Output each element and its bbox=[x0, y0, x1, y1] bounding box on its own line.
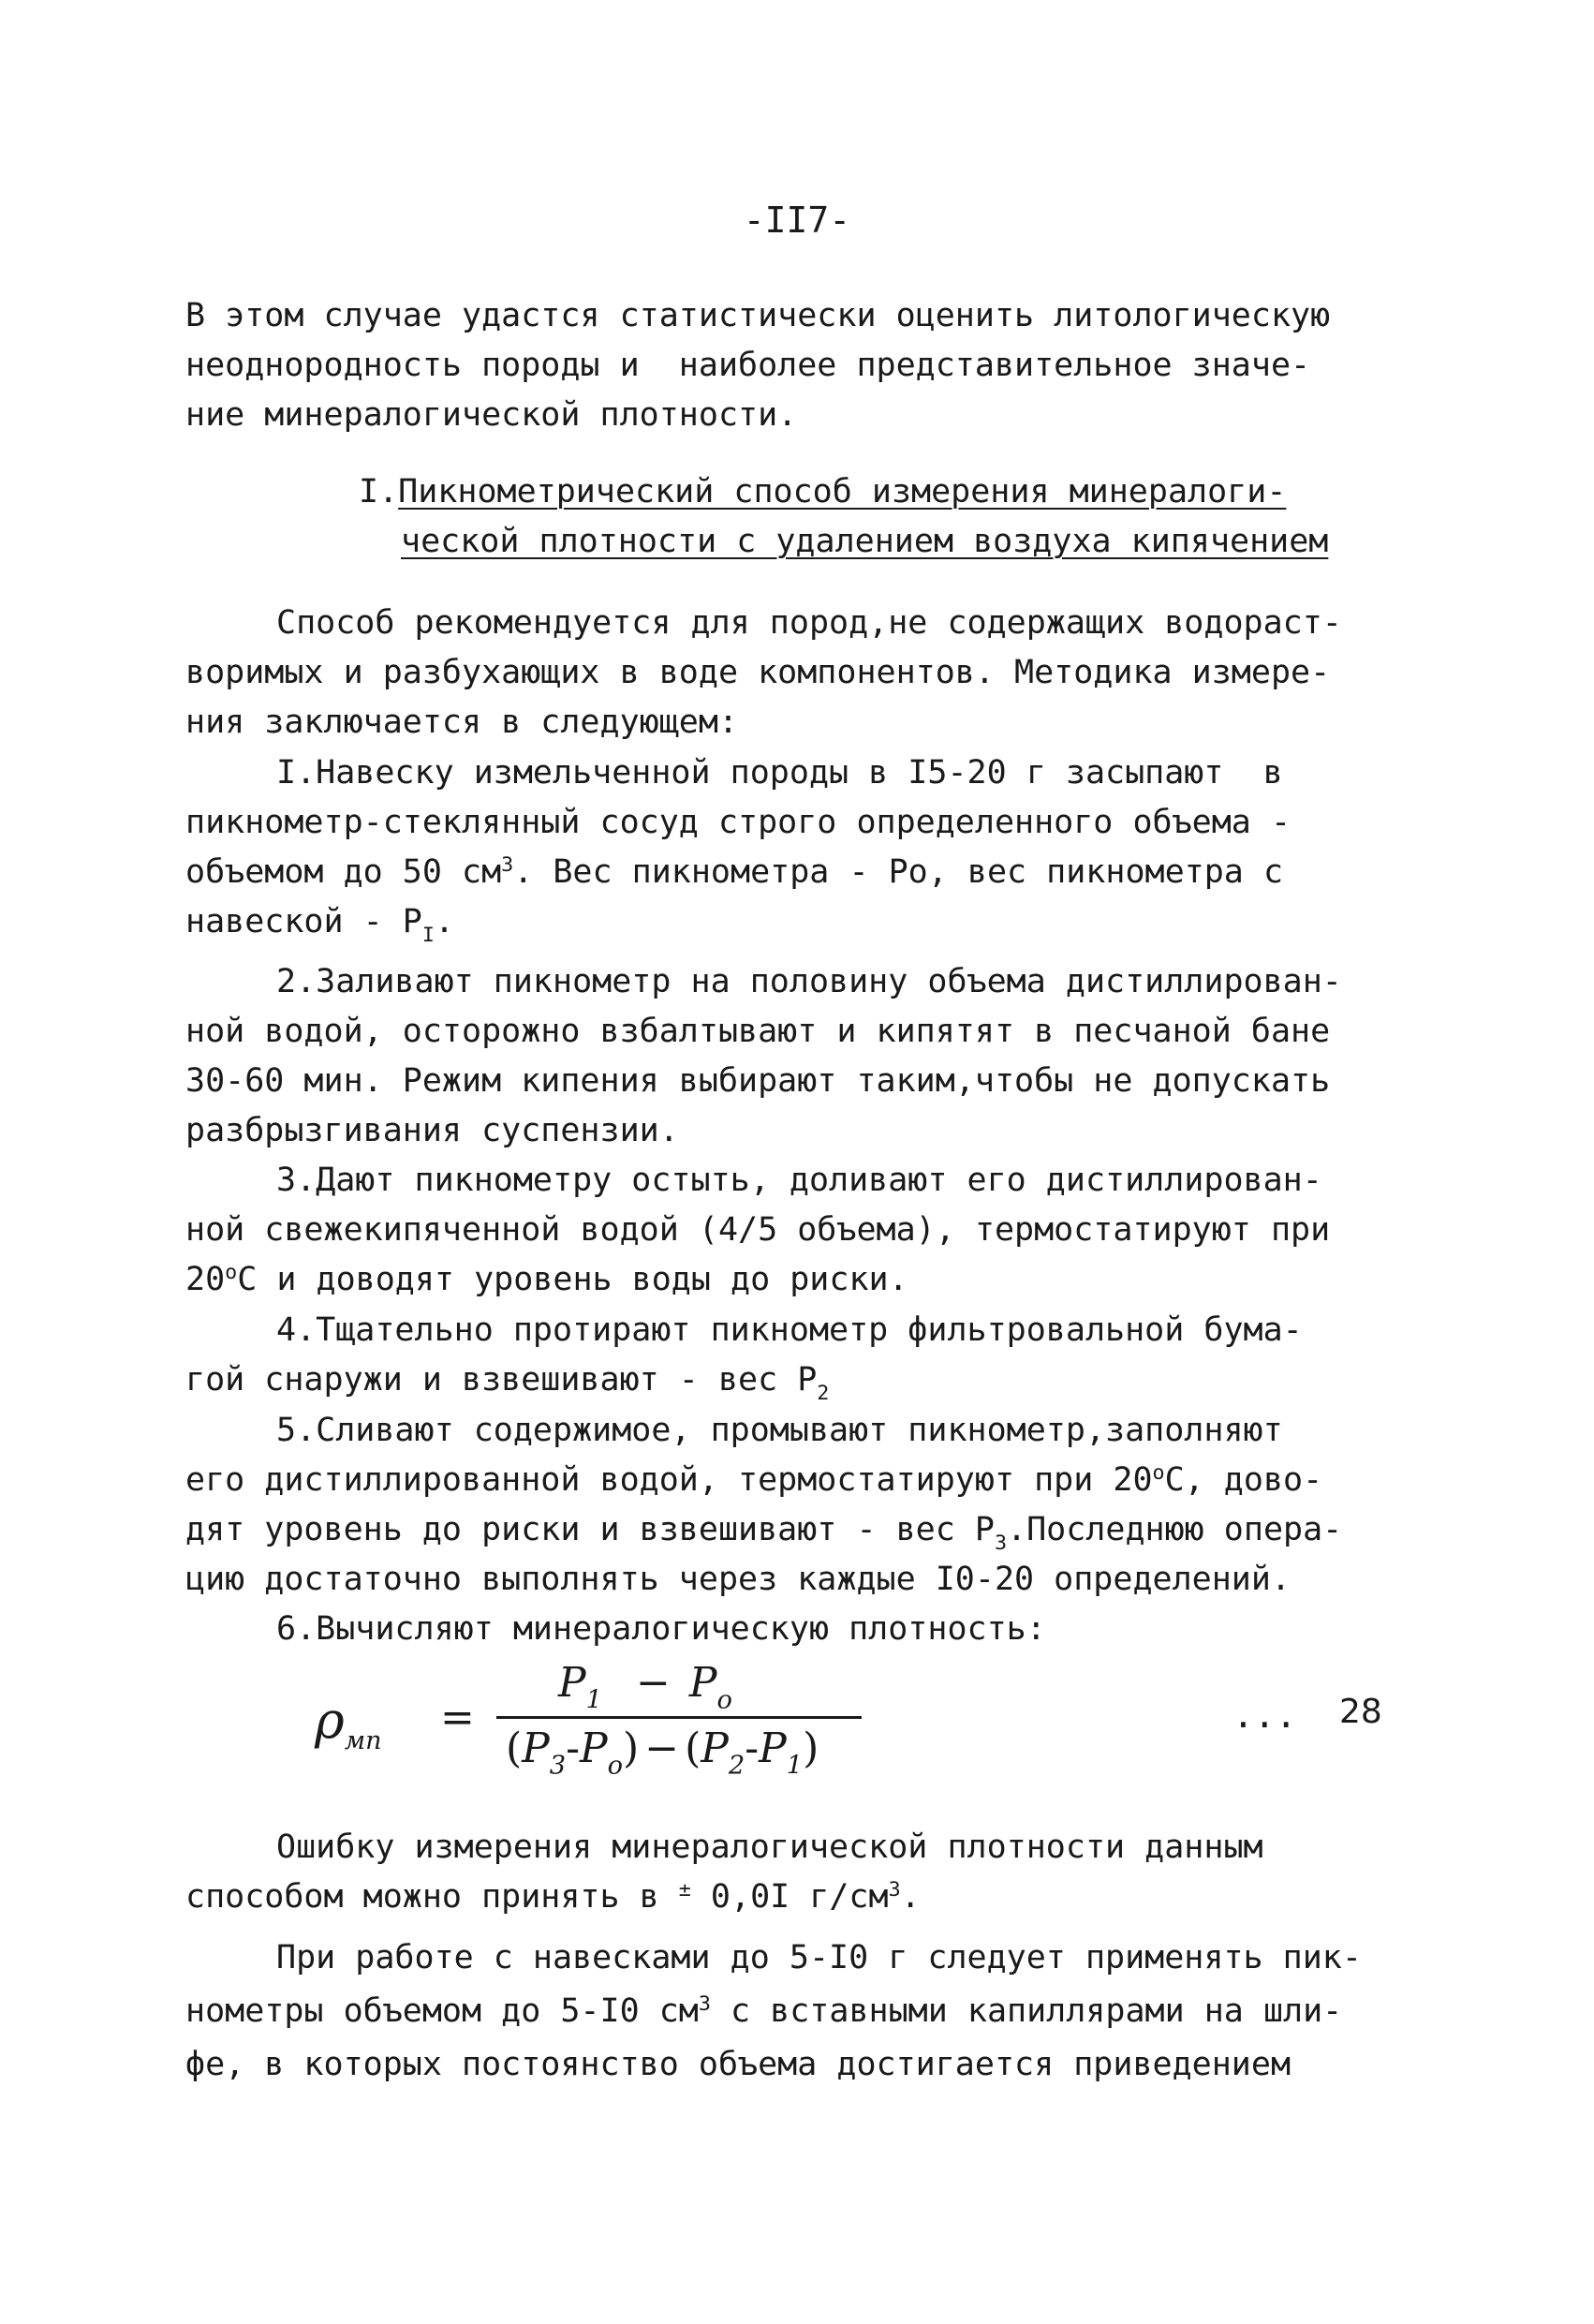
text-line: 30-60 мин. Режим кипения выбирают таким,чтобы не допускать bbox=[185, 1062, 1331, 1100]
text-line: воримых и разбухающих в воде компонентов. Методика измере- bbox=[185, 654, 1331, 691]
text-line: дят уровень до риски и взвешивают - вес $Р_3.Последнюю$ опера- bbox=[185, 1511, 1343, 1555]
page-number: -II7- bbox=[743, 200, 851, 241]
text-line: При работе с навесками до 5-I0 г следует применять пик- bbox=[276, 1939, 1362, 1976]
heading-number: I. bbox=[359, 473, 399, 511]
formula-denominator: $(P_3-P_o) - (P_2-P_1)$ bbox=[506, 1724, 819, 1781]
formula-equals: = bbox=[440, 1694, 475, 1741]
text-line: 2.Заливают пикнометр на половину объема дистиллирован- bbox=[276, 963, 1342, 1000]
text-line: 3.Дают пикнометру остыть, доливают его дистиллирован- bbox=[276, 1162, 1322, 1199]
text-line: I.Навеску измельченной породы в I5-20 г засыпают в bbox=[276, 754, 1283, 792]
text-line: разбрызгивания суспензии. bbox=[185, 1112, 679, 1149]
text-line: неоднородность породы и наиболее представительное значе- bbox=[185, 347, 1311, 384]
text-line: объемом до 50 $см^3$. Вес пикнометра - Ро, вес пикнометра с bbox=[185, 853, 1284, 891]
text-line: 6.Вычисляют минералогическую плотность: bbox=[276, 1610, 1046, 1648]
text-line: способом можно принять в ± 0,0I $г/см^3$. bbox=[185, 1878, 921, 1916]
formula-lhs: $\rho_{мп}$ bbox=[315, 1691, 382, 1756]
fraction-bar bbox=[496, 1716, 862, 1719]
text-line: цию достаточно выполнять через каждые I0-20 определений. bbox=[185, 1561, 1291, 1598]
text-line: нометры объемом до 5-I0 $см^3$ с вставными капиллярами на шли- bbox=[185, 1992, 1343, 2030]
formula-dots: ... bbox=[1232, 1695, 1297, 1736]
formula-number: 28 bbox=[1339, 1693, 1382, 1731]
heading-text: Пикнометрический способ измерения минералоги- bbox=[398, 473, 1287, 511]
text-line: ной свежекипяченной водой (4/5 объема), термостатируют при bbox=[185, 1211, 1331, 1249]
text-line: $20^оС$ и доводят уровень воды до риски. bbox=[185, 1261, 908, 1298]
heading-line bbox=[359, 473, 1287, 511]
text-line: Ошибку измерения минералогической плотности данным bbox=[276, 1828, 1263, 1866]
text-line: ной водой, осторожно взбалтывают и кипятят в песчаной бане bbox=[185, 1013, 1331, 1050]
text-line: 4.Тщательно протирают пикнометр фильтровальной бума- bbox=[276, 1311, 1303, 1349]
heading-line: ческой плотности с удалением воздуха кипячением bbox=[401, 523, 1329, 560]
text-line: ния заключается в следующем: bbox=[185, 703, 739, 741]
text-line: фе, в которых постоянство объема достигается приведением bbox=[185, 2046, 1291, 2083]
text-line: его дистиллированной водой, термостатируют при $20^оС$, дово- bbox=[185, 1461, 1323, 1499]
text-line: гой снаружи и взвешивают - вес $Р_2$ bbox=[185, 1361, 830, 1405]
text-line: 5.Сливают содержимое, промывают пикнометр,заполняют bbox=[276, 1412, 1283, 1449]
text-line: ние минералогической плотности. bbox=[185, 396, 798, 434]
text-line: В этом случае удастся статистически оценить литологическую bbox=[185, 297, 1331, 334]
formula-numerator: $P_1 - P_o$ bbox=[558, 1659, 732, 1715]
text-line: Способ рекомендуется для пород,не содержащих водораст- bbox=[276, 604, 1342, 642]
text-line: пикнометр-стеклянный сосуд строго определенного объема - bbox=[185, 804, 1291, 841]
text-line: навеской - $Р_I$. bbox=[185, 903, 455, 947]
